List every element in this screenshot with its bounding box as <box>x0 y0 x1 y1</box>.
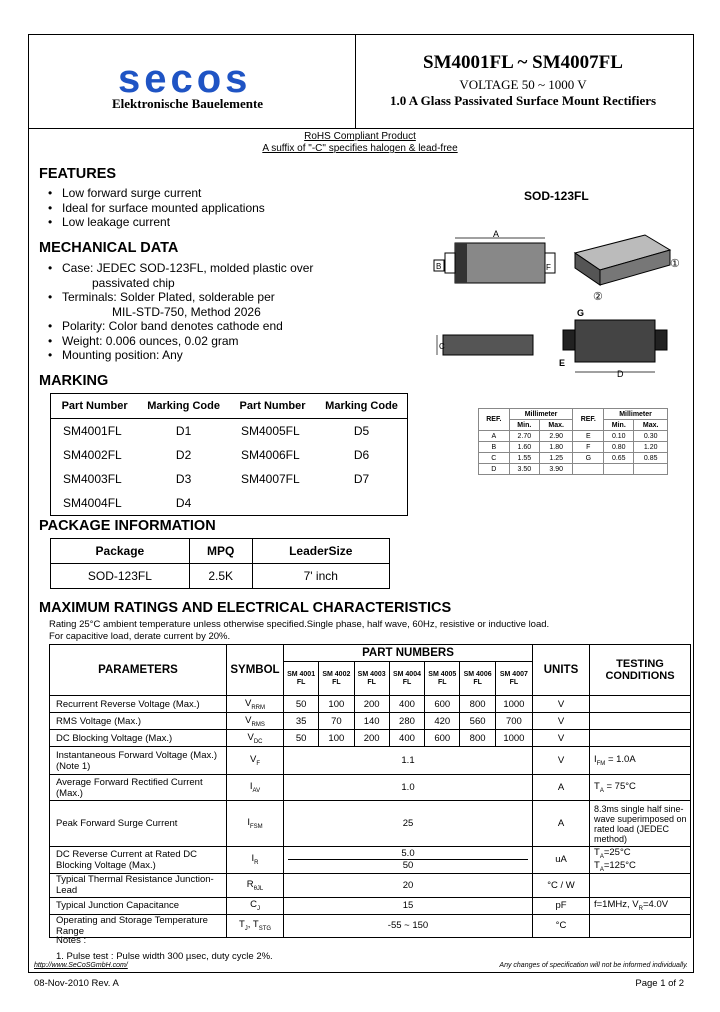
value-cell: 1000 <box>495 696 532 713</box>
table-cell: E <box>573 431 604 442</box>
table-cell: 7' inch <box>252 564 389 589</box>
table-cell: D2 <box>175 448 192 462</box>
param-cell: Average Forward Rectified Current (Max.) <box>50 775 227 801</box>
list-item: passivated chip <box>92 275 175 290</box>
package-bottom-view <box>575 320 655 362</box>
table-row <box>50 897 691 914</box>
package-side-view <box>443 335 533 355</box>
callout-1: ① <box>670 258 680 270</box>
col-header: Millimeter <box>509 409 573 420</box>
table-cell: 0.65 <box>604 453 634 464</box>
table-row <box>51 564 390 589</box>
symbol-cell: $T_J$, $T_{STG}$ <box>227 914 284 937</box>
list-item: • Case: JEDEC SOD-123FL, molded plastic over <box>48 261 314 275</box>
table-cell: G <box>573 453 604 464</box>
unit-cell: °C / W <box>533 873 590 897</box>
table-row <box>479 442 668 453</box>
col-header: MPQ <box>189 539 252 564</box>
unit-cell: uA <box>533 847 590 874</box>
table-cell: 0.10 <box>604 431 634 442</box>
symbol-cell: $C_J$ <box>227 897 284 914</box>
table-cell: B <box>479 442 510 453</box>
value-cell: 800 <box>460 730 495 747</box>
table-cell: 1.55 <box>509 453 539 464</box>
table-row <box>50 696 691 713</box>
unit-cell: A <box>533 801 590 847</box>
col-header: Min. <box>604 420 634 431</box>
value-cell: 200 <box>354 696 389 713</box>
condition-cell: f=1MHz, $V_R=4.0V$ <box>590 897 691 914</box>
table-cell: SM4002FL <box>63 448 122 462</box>
symbol-cell: $V_F$ <box>227 747 284 775</box>
unit-cell: V <box>533 696 590 713</box>
col-header: REF. <box>479 409 510 431</box>
pad-right <box>655 330 667 350</box>
dim-e: E <box>559 358 566 368</box>
col-header: TESTING CONDITIONS <box>590 645 691 696</box>
param-cell: Operating and Storage Temperature Range <box>50 914 227 937</box>
value-cell: 560 <box>460 713 495 730</box>
param-cell: Instantaneous Forward Voltage (Max.) (Note 1) <box>50 747 227 775</box>
value-cell: 400 <box>389 730 424 747</box>
value-cell: 50 <box>284 696 319 713</box>
table-row <box>50 801 691 847</box>
param-cell: Peak Forward Surge Current <box>50 801 227 847</box>
col-header: Max. <box>634 420 668 431</box>
param-cell: Recurrent Reverse Voltage (Max.) <box>50 696 227 713</box>
col-header: UNITS <box>533 645 590 696</box>
table-cell: SM4007FL <box>240 472 300 486</box>
package-info-heading: PACKAGE INFORMATION <box>39 518 216 534</box>
symbol-cell: $I_{FSM}$ <box>227 801 284 847</box>
features-list <box>48 186 265 230</box>
dimension-table <box>478 408 668 475</box>
table-row <box>51 419 408 444</box>
list-item: MIL-STD-750, Method 2026 <box>112 304 261 319</box>
value-cell: 1.1 <box>284 747 533 775</box>
footer-date: 08-Nov-2010 Rev. A <box>34 978 119 989</box>
package-outline-diagram <box>425 225 690 385</box>
table-header-row <box>51 394 408 419</box>
pad-left <box>563 330 575 350</box>
table-cell: SOD-123FL <box>51 564 190 589</box>
col-header: Marking Code <box>138 394 229 419</box>
table-cell: 2.5K <box>189 564 252 589</box>
condition-cell <box>590 914 691 937</box>
value-cell: 600 <box>425 696 460 713</box>
unit-cell: V <box>533 747 590 775</box>
col-header: LeaderSize <box>252 539 389 564</box>
value-cell <box>284 847 533 874</box>
package-body <box>455 243 545 283</box>
list-item: • Mounting position: Any <box>48 348 183 362</box>
value-cell: 25 <box>284 801 533 847</box>
param-cell: DC Blocking Voltage (Max.) <box>50 730 227 747</box>
table-row <box>479 453 668 464</box>
condition-cell <box>590 696 691 713</box>
value-cell: 140 <box>354 713 389 730</box>
marking-table <box>50 393 408 516</box>
condition-cell <box>590 713 691 730</box>
symbol-cell: $V_{RMS}$ <box>227 713 284 730</box>
table-cell: 1.20 <box>634 442 668 453</box>
table-cell: A <box>479 431 510 442</box>
table-cell: 0.85 <box>634 453 668 464</box>
list-item: • Ideal for surface mounted applications <box>48 200 265 215</box>
value-cell: 50 <box>284 730 319 747</box>
footer-url[interactable]: http://www.SeCoSGmbH.com/ <box>34 962 128 969</box>
table-cell: D3 <box>175 472 192 486</box>
table-cell: 0.30 <box>634 431 668 442</box>
table-cell: SM4003FL <box>63 472 122 486</box>
table-row <box>50 730 691 747</box>
dim-c: C <box>439 342 445 351</box>
table-row <box>51 467 408 491</box>
table-cell: SM4006FL <box>240 448 300 462</box>
ratings-table <box>49 644 691 938</box>
table-cell <box>316 491 407 516</box>
dim-d: D <box>617 369 624 379</box>
dim-g: G <box>577 308 585 318</box>
symbol-cell: $R_{\theta JL}$ <box>227 873 284 897</box>
value-cell: 15 <box>284 897 533 914</box>
table-cell: 1.25 <box>539 453 573 464</box>
rohs-notice: RoHS Compliant Product <box>304 131 416 142</box>
callout-2: ② <box>593 291 603 303</box>
col-header: SM 4002 FL <box>319 662 354 696</box>
unit-cell: A <box>533 775 590 801</box>
param-cell: Typical Junction Capacitance <box>50 897 227 914</box>
table-cell: 0.80 <box>604 442 634 453</box>
part-title: SM4001FL ~ SM4007FL <box>423 52 623 73</box>
col-header: SM 4007 FL <box>495 662 532 696</box>
list-item: • Weight: 0.006 ounces, 0.02 gram <box>48 333 239 348</box>
value-cell: 1.0 <box>284 775 533 801</box>
cathode-band <box>455 243 467 283</box>
unit-cell: V <box>533 730 590 747</box>
mechanical-heading: MECHANICAL DATA <box>39 240 179 256</box>
symbol-cell: $V_{RRM}$ <box>227 696 284 713</box>
table-cell <box>604 464 634 475</box>
value-cell: 20 <box>284 873 533 897</box>
col-header: Marking Code <box>316 394 407 419</box>
ir-value-125: 50 <box>402 860 414 872</box>
dim-b: B <box>436 262 442 271</box>
table-header-row <box>479 409 668 420</box>
table-row <box>50 914 691 937</box>
col-header: SM 4001 FL <box>284 662 319 696</box>
unit-cell: pF <box>533 897 590 914</box>
table-header-row <box>51 539 390 564</box>
condition-cell: $T_A = 75^\circ C$ <box>590 775 691 801</box>
param-cell: RMS Voltage (Max.) <box>50 713 227 730</box>
col-header: Min. <box>509 420 539 431</box>
table-row <box>479 464 668 475</box>
table-cell: 1.80 <box>539 442 573 453</box>
note-item: 1. Pulse test : Pulse width 300 µsec, duty cycle 2%. <box>56 951 273 962</box>
table-cell <box>634 464 668 475</box>
package-table <box>50 538 390 589</box>
table-row <box>51 443 408 467</box>
notes-label: Notes : <box>56 935 87 946</box>
symbol-cell: $I_{AV}$ <box>227 775 284 801</box>
value-cell: 700 <box>495 713 532 730</box>
value-cell: 200 <box>354 730 389 747</box>
table-cell: 1.60 <box>509 442 539 453</box>
table-cell: F <box>573 442 604 453</box>
voltage-range: VOLTAGE 50 ~ 1000 V <box>459 77 587 92</box>
table-row <box>50 747 691 775</box>
condition-cell <box>590 730 691 747</box>
col-header: SM 4005 FL <box>425 662 460 696</box>
table-cell: 3.90 <box>539 464 573 475</box>
ratings-note-capacitive: For capacitive load, derate current by 20%. <box>49 631 231 642</box>
table-cell: C <box>479 453 510 464</box>
unit-cell: V <box>533 713 590 730</box>
table-row <box>50 713 691 730</box>
col-header: SM 4006 FL <box>460 662 495 696</box>
value-cell: 400 <box>389 696 424 713</box>
table-cell: SM4001FL <box>63 424 122 438</box>
table-cell: 3.50 <box>509 464 539 475</box>
value-cell: 1000 <box>495 730 532 747</box>
table-cell <box>229 491 316 516</box>
col-header: SM 4004 FL <box>389 662 424 696</box>
col-header: Part Number <box>229 394 316 419</box>
col-header: Part Number <box>51 394 139 419</box>
symbol-cell: $V_{DC}$ <box>227 730 284 747</box>
package-label: SOD-123FL <box>524 189 589 203</box>
mechanical-list <box>48 261 313 363</box>
condition-cell: 8.3ms single half sine-wave superimposed on rated load (JEDEC method) <box>590 801 691 847</box>
lead-left <box>445 253 455 273</box>
table-row <box>50 847 691 874</box>
dim-f: F <box>546 263 551 272</box>
col-header: PART NUMBERS <box>284 645 533 662</box>
logo-subtitle: Elektronische Bauelemente <box>112 96 264 111</box>
col-header: SYMBOL <box>227 645 284 696</box>
value-cell: 70 <box>319 713 354 730</box>
features-heading: FEATURES <box>39 166 117 182</box>
footer-page: Page 1 of 2 <box>635 978 684 989</box>
col-header: Millimeter <box>604 409 668 420</box>
col-header: Package <box>51 539 190 564</box>
dim-a: A <box>493 229 500 239</box>
marking-heading: MARKING <box>39 373 109 389</box>
list-item: • Terminals: Solder Plated, solderable per <box>48 290 275 304</box>
table-cell: 2.90 <box>539 431 573 442</box>
param-cell: Typical Thermal Resistance Junction-Lead <box>50 873 227 897</box>
col-header: REF. <box>573 409 604 431</box>
table-cell: D5 <box>353 424 370 438</box>
value-cell: 280 <box>389 713 424 730</box>
table-cell: 2.70 <box>509 431 539 442</box>
col-header: PARAMETERS <box>50 645 227 696</box>
list-item: • Low leakage current <box>48 215 171 229</box>
table-cell: SM4004FL <box>63 496 122 510</box>
table-cell: D4 <box>175 496 192 510</box>
unit-cell: °C <box>533 914 590 937</box>
col-header: Max. <box>539 420 573 431</box>
value-cell: 600 <box>425 730 460 747</box>
condition-cell: $T_A=25^\circ C$ $T_A=125^\circ C$ <box>590 847 691 874</box>
ir-value-25: 5.0 <box>288 848 528 860</box>
table-cell: D <box>479 464 510 475</box>
table-row <box>50 873 691 897</box>
symbol-cell: $I_R$ <box>227 847 284 874</box>
table-cell: SM4005FL <box>240 424 300 438</box>
halogen-notice: A suffix of "-C" specifies halogen & lead-free <box>262 143 458 154</box>
condition-cell <box>590 873 691 897</box>
table-row <box>50 775 691 801</box>
product-subtitle: 1.0 A Glass Passivated Surface Mount Rectifiers <box>389 93 657 108</box>
table-header-row <box>50 645 691 662</box>
table-cell: D6 <box>353 448 370 462</box>
ratings-note: Rating 25°C ambient temperature unless otherwise specified.Single phase, half wave, 60Hz, resistive or inductive load. <box>49 619 550 630</box>
header-divider <box>28 128 694 129</box>
param-cell: DC Reverse Current at Rated DC Blocking Voltage (Max.) <box>50 847 227 874</box>
value-cell: 100 <box>319 696 354 713</box>
value-cell: 100 <box>319 730 354 747</box>
table-row <box>51 491 408 516</box>
condition-cell: $I_{FM} = 1.0A$ <box>590 747 691 775</box>
value-cell: 800 <box>460 696 495 713</box>
value-cell: 35 <box>284 713 319 730</box>
ratings-heading: MAXIMUM RATINGS AND ELECTRICAL CHARACTERISTICS <box>39 600 452 616</box>
list-item: • Low forward surge current <box>48 186 202 200</box>
value-cell: 420 <box>425 713 460 730</box>
table-cell: D7 <box>353 472 370 486</box>
col-header: SM 4003 FL <box>354 662 389 696</box>
value-cell: -55 ~ 150 <box>284 914 533 937</box>
table-cell: D1 <box>175 424 192 438</box>
secos-logo: secos <box>118 57 252 101</box>
list-item: • Polarity: Color band denotes cathode end <box>48 319 283 333</box>
table-row <box>479 431 668 442</box>
table-cell <box>573 464 604 475</box>
footer-disclaimer: Any changes of specification will not be informed individually. <box>499 962 688 969</box>
